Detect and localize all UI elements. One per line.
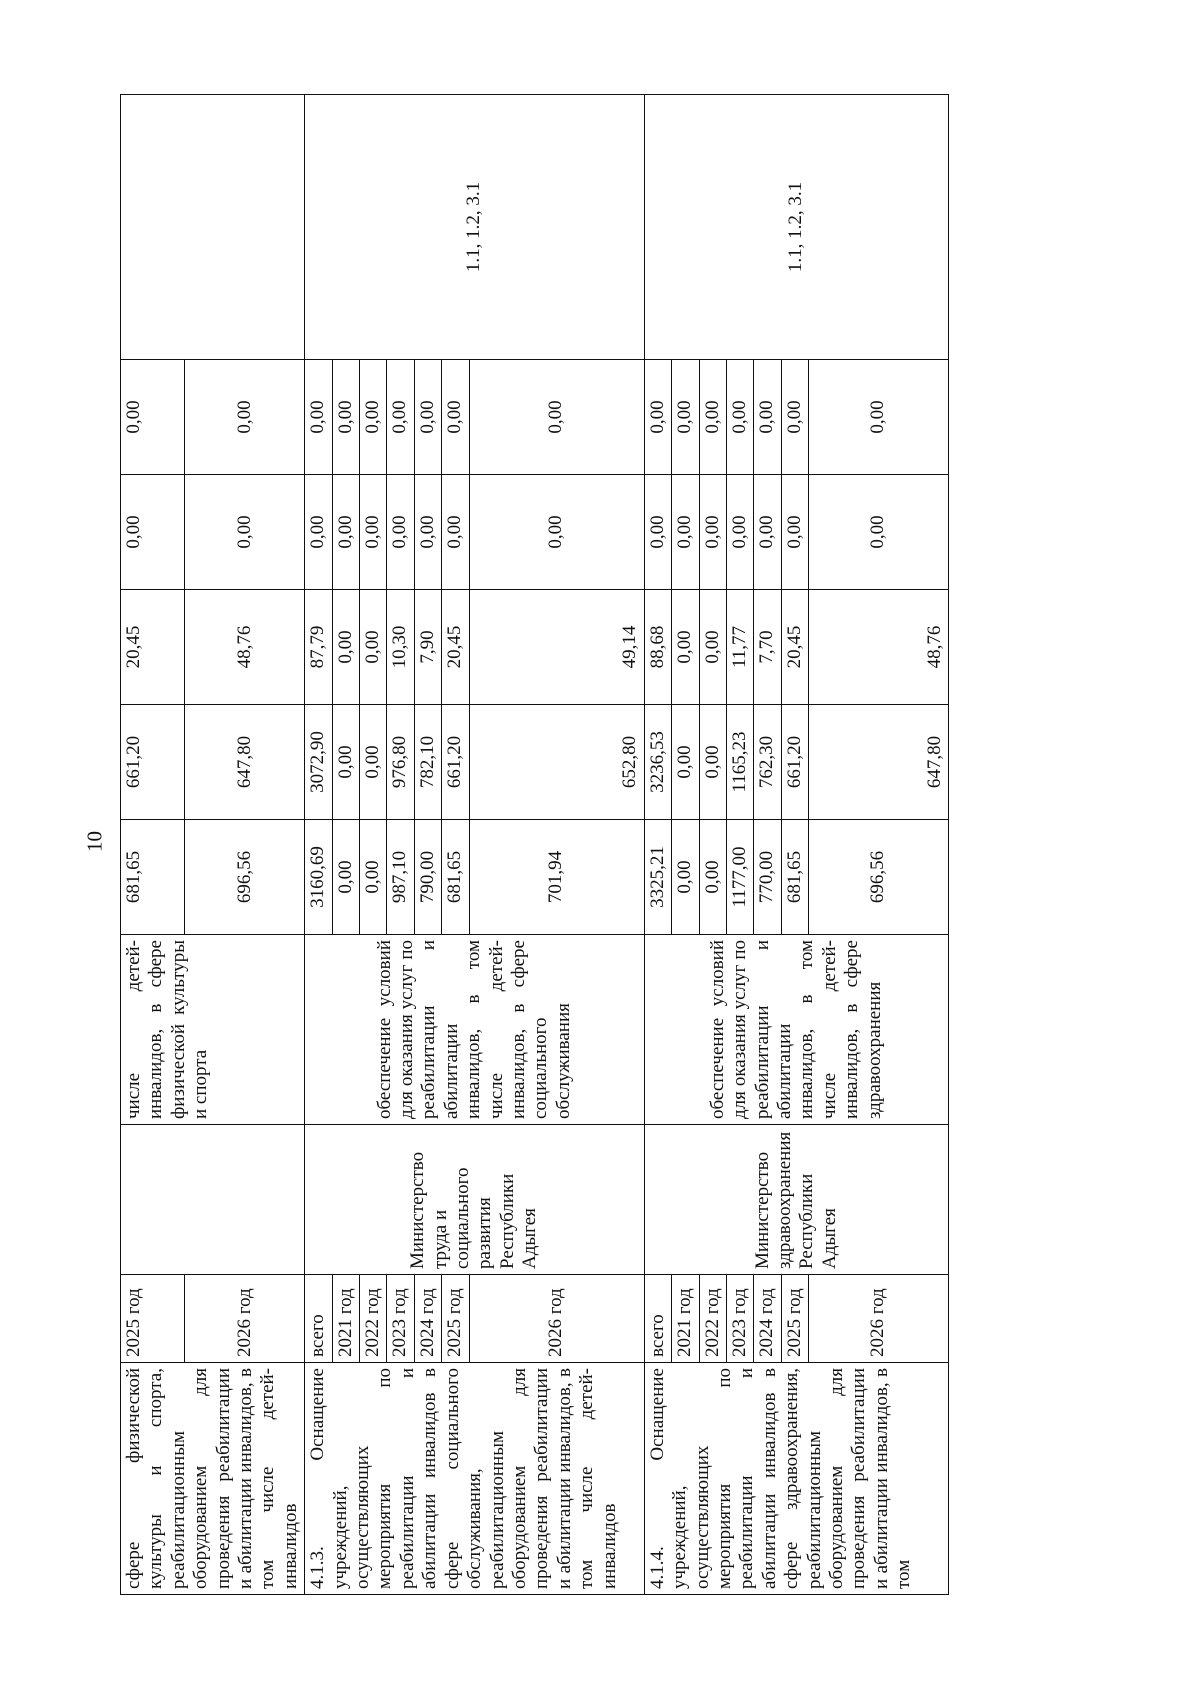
indicators-cell-empty [121, 95, 305, 360]
value-federal: 762,30 [754, 705, 781, 820]
year-cell: всего [644, 1275, 671, 1363]
value-other: 0,00 [699, 360, 726, 475]
value-local: 0,00 [754, 475, 781, 590]
value-local: 0,00 [672, 475, 699, 590]
year-cell: 2021 год [672, 1275, 699, 1363]
value-other: 0,00 [414, 360, 441, 475]
year-cell: 2026 год [809, 1275, 949, 1363]
value-regional: 48,76 [809, 590, 949, 705]
value-regional: 11,77 [726, 590, 753, 705]
value-total: 770,00 [754, 820, 781, 935]
value-other: 0,00 [305, 360, 332, 475]
executor-cell-empty [121, 1125, 305, 1275]
value-regional: 20,45 [442, 590, 469, 705]
value-total: 3325,21 [644, 820, 671, 935]
value-other: 0,00 [442, 360, 469, 475]
value-local: 0,00 [809, 475, 949, 590]
value-federal: 0,00 [699, 705, 726, 820]
value-regional: 88,68 [644, 590, 671, 705]
page-number: 10 [82, 831, 107, 852]
year-cell: 2022 год [699, 1275, 726, 1363]
measure-description: 4.1.3. Оснащение учреждений, осуществляющих мероприятия по реабилитации и абилитации инвалидов в сфере социального обслуживания, реабилитационным оборудованием для проведения реабилитации и абилитации инвалидов, в том числе детей-инвалидов [305, 1363, 644, 1595]
value-other: 0,00 [754, 360, 781, 475]
indicators-cell: 1.1, 1.2, 3.1 [644, 95, 948, 360]
value-federal: 3236,53 [644, 705, 671, 820]
value-federal: 647,80 [809, 705, 949, 820]
value-total: 681,65 [781, 820, 808, 935]
value-regional: 0,00 [360, 590, 387, 705]
value-regional: 7,90 [414, 590, 441, 705]
value-local: 0,00 [726, 475, 753, 590]
value-regional: 20,45 [781, 590, 808, 705]
value-other: 0,00 [781, 360, 808, 475]
value-total: 696,56 [809, 820, 949, 935]
year-cell: 2025 год [442, 1275, 469, 1363]
value-local: 0,00 [387, 475, 414, 590]
value-other: 0,00 [644, 360, 671, 475]
value-federal: 661,20 [781, 705, 808, 820]
value-regional: 0,00 [332, 590, 359, 705]
value-local: 0,00 [414, 475, 441, 590]
result-description-continued: числе детей-инвалидов, в сфере физической культуры и спорта [121, 935, 305, 1125]
value-other: 0,00 [726, 360, 753, 475]
executor-cell: Министерство здравоохранения Республики Адыгея [644, 1125, 948, 1275]
value-total: 696,56 [185, 820, 305, 935]
result-description: обеспечение условий для оказания услуг по реабилитации и абилитации инвалидов, в том числе детей-инвалидов, в сфере здравоохранения [644, 935, 948, 1125]
value-regional: 0,00 [699, 590, 726, 705]
value-regional: 49,14 [469, 590, 644, 705]
value-local: 0,00 [121, 475, 185, 590]
value-federal: 1165,23 [726, 705, 753, 820]
rotated-program-table [120, 95, 1080, 1595]
value-federal: 0,00 [672, 705, 699, 820]
value-other: 0,00 [121, 360, 185, 475]
value-regional: 48,76 [185, 590, 305, 705]
value-federal: 782,10 [414, 705, 441, 820]
year-cell: 2023 год [387, 1275, 414, 1363]
value-other: 0,00 [185, 360, 305, 475]
value-federal: 976,80 [387, 705, 414, 820]
indicators-cell: 1.1, 1.2, 3.1 [305, 95, 644, 360]
value-other: 0,00 [809, 360, 949, 475]
measure-description-continued: сфере физической культуры и спорта, реабилитационным оборудованием для проведения реабилитации и абилитации инвалидов, в том числе детей-инвалидов [121, 1363, 305, 1595]
value-local: 0,00 [360, 475, 387, 590]
value-total: 701,94 [469, 820, 644, 935]
value-local: 0,00 [644, 475, 671, 590]
value-other: 0,00 [332, 360, 359, 475]
value-federal: 0,00 [332, 705, 359, 820]
value-total: 0,00 [360, 820, 387, 935]
value-total: 987,10 [387, 820, 414, 935]
value-total: 1177,00 [726, 820, 753, 935]
value-local: 0,00 [332, 475, 359, 590]
value-local: 0,00 [442, 475, 469, 590]
value-federal: 661,20 [442, 705, 469, 820]
value-total: 790,00 [414, 820, 441, 935]
year-cell: 2026 год [469, 1275, 644, 1363]
table-row [644, 95, 671, 1595]
value-local: 0,00 [469, 475, 644, 590]
value-other: 0,00 [360, 360, 387, 475]
value-regional: 7,70 [754, 590, 781, 705]
value-total: 681,65 [442, 820, 469, 935]
value-federal: 3072,90 [305, 705, 332, 820]
year-cell: 2026 год [185, 1275, 305, 1363]
value-total: 0,00 [672, 820, 699, 935]
value-federal: 647,80 [185, 705, 305, 820]
value-total: 0,00 [699, 820, 726, 935]
value-total: 0,00 [332, 820, 359, 935]
year-cell: 2025 год [121, 1275, 185, 1363]
value-local: 0,00 [185, 475, 305, 590]
value-regional: 87,79 [305, 590, 332, 705]
value-local: 0,00 [781, 475, 808, 590]
result-description: обеспечение условий для оказания услуг по реабилитации и абилитации инвалидов, в том числе детей-инвалидов, в сфере социального обслуживания [305, 935, 644, 1125]
year-cell: 2021 год [332, 1275, 359, 1363]
value-other: 0,00 [387, 360, 414, 475]
value-regional: 10,30 [387, 590, 414, 705]
value-regional: 0,00 [672, 590, 699, 705]
value-federal: 652,80 [469, 705, 644, 820]
measure-description: 4.1.4. Оснащение учреждений, осуществляющих мероприятия по реабилитации и абилитации инвалидов в сфере здравоохранения, реабилитационным оборудованием для проведения реабилитации и абилитации инвалидов, в том [644, 1363, 948, 1595]
year-cell: 2024 год [414, 1275, 441, 1363]
table-row [305, 95, 332, 1595]
table-row [121, 95, 185, 1595]
value-federal: 0,00 [360, 705, 387, 820]
value-federal: 661,20 [121, 705, 185, 820]
year-cell: 2023 год [726, 1275, 753, 1363]
value-other: 0,00 [672, 360, 699, 475]
value-total: 3160,69 [305, 820, 332, 935]
year-cell: 2024 год [754, 1275, 781, 1363]
value-other: 0,00 [469, 360, 644, 475]
year-cell: всего [305, 1275, 332, 1363]
value-local: 0,00 [699, 475, 726, 590]
year-cell: 2025 год [781, 1275, 808, 1363]
value-local: 0,00 [305, 475, 332, 590]
value-total: 681,65 [121, 820, 185, 935]
program-measures-table [120, 94, 949, 1595]
value-regional: 20,45 [121, 590, 185, 705]
year-cell: 2022 год [360, 1275, 387, 1363]
executor-cell: Министерство труда и социального развития Республики Адыгея [305, 1125, 644, 1275]
